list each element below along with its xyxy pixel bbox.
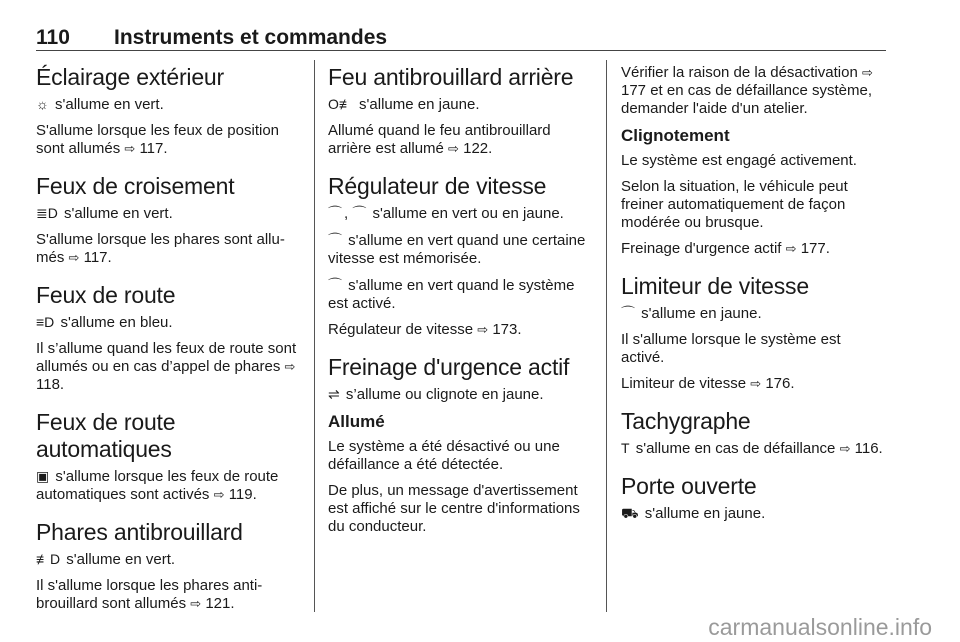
watermark: carmanualsonline.info	[708, 614, 932, 640]
page-ref[interactable]: 117.	[83, 249, 112, 266]
section-title: Feux de croisement	[36, 173, 235, 199]
column-divider-1	[314, 60, 315, 612]
section-tachograph: Tachygraphe T s'allume en cas de défaillance ⇨ 116.	[621, 408, 883, 457]
speed-limiter-icon: ⌒	[621, 305, 635, 321]
header-rule	[36, 50, 886, 51]
page-ref[interactable]: 116.	[854, 440, 883, 457]
door-open-icon: ⛟	[621, 505, 639, 521]
section-high-beam: Feux de route ≡D s'allume en bleu. Il s’allume quand les feux de route sont allumés ou en cas d’appel de phares ⇨ 118.	[36, 282, 297, 393]
section-check-reason: Vérifier la raison de la désactivation ⇨ 177 et en cas de défaillance système, demander l'aide d'un atelier. Clignotement Le système est engagé activement. Selon la situation, le véhicule peut freiner automatiquement de façon modérée ou brusque. Freinage d'urgence actif ⇨ 177.	[621, 64, 883, 258]
page-ref-arrow-icon: ⇨	[785, 241, 797, 256]
section-low-beam: Feux de croisement ≣D s'allume en vert. S'allume lorsque les phares sont allu‑ més ⇨ 117.	[36, 173, 298, 267]
section-title: Freinage d'urgence actif	[328, 354, 570, 380]
page-ref[interactable]: 122.	[463, 140, 493, 157]
cruise-active-icon: ⌒	[328, 277, 342, 293]
column-3	[621, 64, 883, 538]
page-header	[36, 26, 886, 52]
section-exterior-lighting: Éclairage extérieur ☼ s'allume en vert. S'allume lorsque les feux de position sont allumés ⇨ 117.	[36, 64, 298, 158]
section-title: Feux de route automatiques	[36, 409, 176, 462]
page-ref[interactable]: 176.	[765, 375, 795, 392]
section-speed-limiter: Limiteur de vitesse ⌒ s'allume en jaune. Il s'allume lorsque le système est activé. Limiteur de vitesse ⇨ 176.	[621, 273, 883, 393]
section-title: Régulateur de vitesse	[328, 173, 547, 199]
subsection-title: Allumé	[328, 412, 385, 431]
page-ref[interactable]: 117.	[139, 140, 168, 157]
page-ref[interactable]: 177	[621, 82, 647, 99]
section-title: Porte ouverte	[621, 473, 757, 499]
section-door-open: Porte ouverte ⛟ s'allume en jaune.	[621, 473, 883, 523]
section-rear-fog: Feu antibrouillard arrière O≢ s'allume en jaune. Allumé quand le feu antibrouillard arrière est allumé ⇨ 122.	[328, 64, 590, 158]
section-title: Phares antibrouillard	[36, 519, 243, 545]
section-title: Limiteur de vitesse	[621, 273, 809, 299]
page-ref-arrow-icon: ⇨	[124, 141, 136, 156]
page-ref-arrow-icon: ⇨	[861, 65, 873, 80]
column-2	[328, 64, 590, 551]
section-fog-lights: Phares antibrouillard ≢D s'allume en vert. Il s'allume lorsque les phares anti‑ brouillard sont allumés ⇨ 121.	[36, 519, 298, 613]
page-ref-arrow-icon: ⇨	[284, 359, 296, 374]
column-1	[36, 64, 298, 628]
cruise-memory-icon: ⌒	[328, 205, 342, 221]
high-beam-icon: ≡D	[36, 314, 55, 330]
chapter-title: Instruments et commandes	[114, 26, 388, 49]
page-ref[interactable]: 118.	[36, 376, 65, 393]
page-ref-arrow-icon: ⇨	[477, 322, 489, 337]
column-divider-2	[606, 60, 607, 612]
exterior-light-icon: ☼	[36, 96, 49, 112]
page-ref[interactable]: 173.	[492, 321, 522, 338]
section-title: Tachygraphe	[621, 408, 751, 434]
rear-fog-icon: O≢	[328, 96, 353, 112]
emergency-brake-icon: ⇌	[328, 386, 340, 402]
page-number: 110	[36, 26, 70, 49]
page-ref-arrow-icon: ⇨	[68, 250, 80, 265]
subsection-title: Clignotement	[621, 126, 730, 145]
page-ref-arrow-icon: ⇨	[839, 441, 851, 456]
section-emergency-braking: Freinage d'urgence actif ⇌ s’allume ou clignote en jaune. Allumé Le système a été désactivé ou une défaillance a été détectée. De plus, un message d'avertissement est affiché sur le centre d'informations du conducteur.	[328, 354, 590, 536]
cruise-active-icon: ⌒	[352, 205, 367, 221]
page-ref[interactable]: 177.	[800, 240, 830, 257]
page-ref-arrow-icon: ⇨	[190, 596, 202, 611]
page-ref[interactable]: 119.	[228, 486, 257, 503]
section-auto-high-beam: Feux de route automatiques ▣ s'allume lorsque les feux de route automatiques sont activés ⇨ 119.	[36, 409, 298, 504]
section-title: Feux de route	[36, 282, 176, 308]
cruise-memory-icon: ⌒	[328, 232, 342, 248]
section-cruise-control: Régulateur de vitesse ⌒ , ⌒ s'allume en vert ou en jaune. ⌒ s'allume en vert quand une certaine vitesse est mémorisée. ⌒ s'allume en vert quand le système est activé. Régulateur de vitesse ⇨ 173.	[328, 173, 590, 339]
page-ref-arrow-icon: ⇨	[750, 376, 762, 391]
auto-high-beam-icon: ▣	[36, 468, 50, 484]
tachograph-icon: T	[621, 440, 630, 456]
fog-light-icon: ≢D	[36, 551, 61, 567]
low-beam-icon: ≣D	[36, 205, 58, 221]
section-title: Feu antibrouillard arrière	[328, 64, 574, 90]
page-ref-arrow-icon: ⇨	[213, 487, 225, 502]
page-ref[interactable]: 121.	[205, 595, 235, 612]
page-ref-arrow-icon: ⇨	[448, 141, 459, 156]
section-title: Éclairage extérieur	[36, 64, 224, 90]
